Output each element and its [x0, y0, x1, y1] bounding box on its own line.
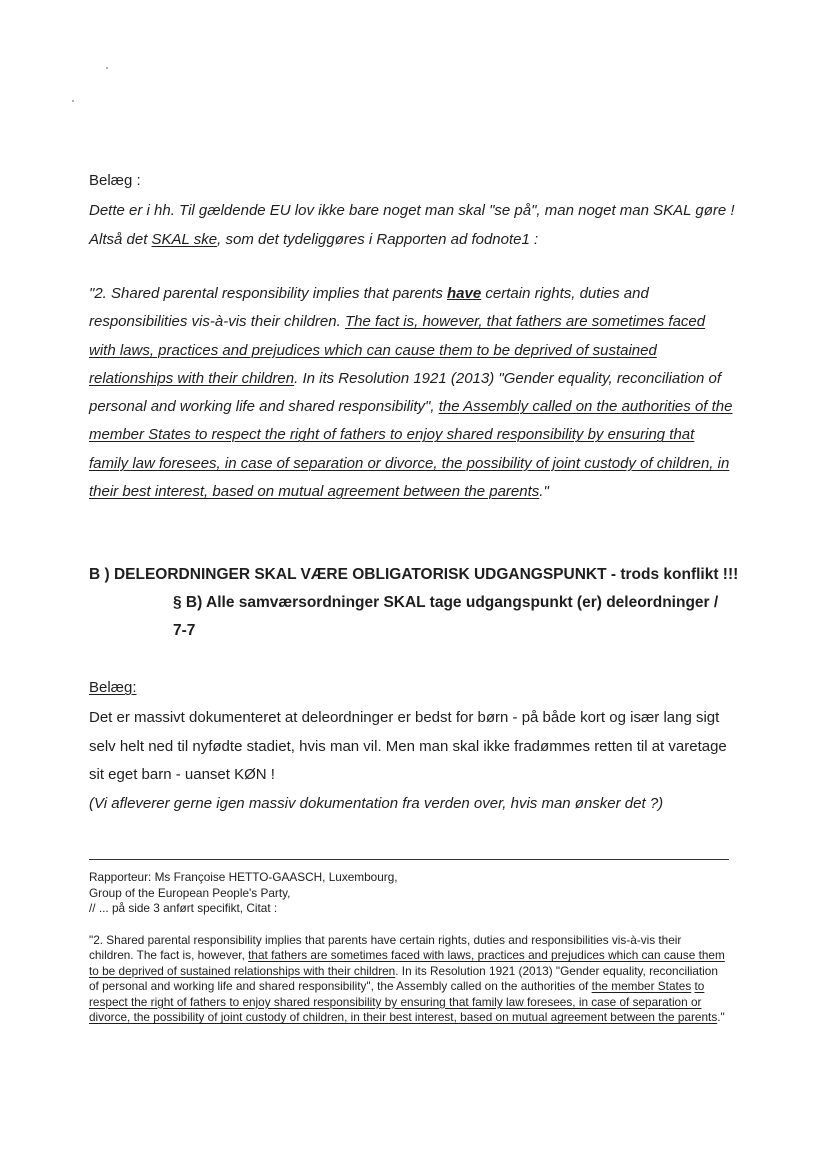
belaeg-label: Belæg :: [89, 172, 141, 189]
footnote-line-2: Group of the European People's Party,: [89, 885, 291, 900]
footnote-line-1: Rapporteur: Ms Françoise HETTO-GAASCH, Luxembourg,: [89, 870, 398, 884]
belaeg-section-2: [89, 677, 729, 818]
section-b-heading: B ) DELEORDNINGER SKAL VÆRE OBLIGATORISK UDGANGSPUNKT - trods konflikt !!!: [89, 566, 739, 583]
section-b-sub-1: § B) Alle samværsordninger SKAL tage udgangspunkt (er) deleordninger /: [173, 594, 719, 611]
belaeg-italic-note: (Vi afleverer gerne igen massiv dokumentation fra verden over, hvis man ønsker det ?): [89, 794, 664, 812]
belaeg-line-1: Dette er i hh. Til gældende EU lov ikke bare noget man skal "se på", man noget man SKAL gøre !: [89, 202, 735, 219]
footnote-quote: "2. Shared parental responsibility implies that parents have certain rights, duties and responsibilities vis-à-vis their children. The fact is, however, that fathers are sometimes faced with laws, practices and prejudices which can cause them to be deprived of sustained relationships with their children. In its Resolution 1921 (2013) "Gender equality, reconciliation of personal and working life and shared responsibility", the Assembly called on the authorities of the member States to respect the right of fathers to enjoy shared responsibility by ensuring that family law foresees, in case of separation or divorce, the possibility of joint custody of children, in their best interest, based on mutual agreement between the parents.": [89, 932, 725, 1024]
section-b: [89, 566, 749, 640]
footnote: [89, 870, 729, 1026]
belaeg-section-1: [89, 170, 749, 251]
footnote-separator: [89, 859, 729, 860]
scan-speck: [106, 67, 108, 69]
belaeg-body: Det er massivt dokumenteret at deleordninger er bedst for børn - på både kort og især lang sigt selv helt ned til nyfødte stadiet, hvis man vil. Men man skal ikke fradømmes retten til at varetage sit eget barn - uanset KØN !: [89, 709, 727, 784]
quoted-resolution: "2. Shared parental responsibility implies that parents have certain rights, duties and responsibilities vis-à-vis their children. The fact is, however, that fathers are sometimes faced with laws, practices and prejudices which can cause them to be deprived of sustained relationships with their children. In its Resolution 1921 (2013) "Gender equality, reconciliation of personal and working life and shared responsibility", the Assembly called on the authorities of the member States to respect the right of fathers to enjoy shared responsibility by ensuring that family law foresees, in case of separation or divorce, the possibility of joint custody of children, in their best interest, based on mutual agreement between the parents.": [89, 285, 733, 501]
belaeg-line-2: Altså det SKAL ske, som det tydeliggøres i Rapporten ad fodnote1 :: [89, 231, 539, 248]
footnote-line-3: // ... på side 3 anført specifikt, Citat :: [89, 901, 278, 915]
scan-speck: [72, 100, 74, 102]
belaeg-label-2: Belæg:: [89, 679, 137, 696]
section-b-sub-2: 7-7: [173, 622, 196, 639]
